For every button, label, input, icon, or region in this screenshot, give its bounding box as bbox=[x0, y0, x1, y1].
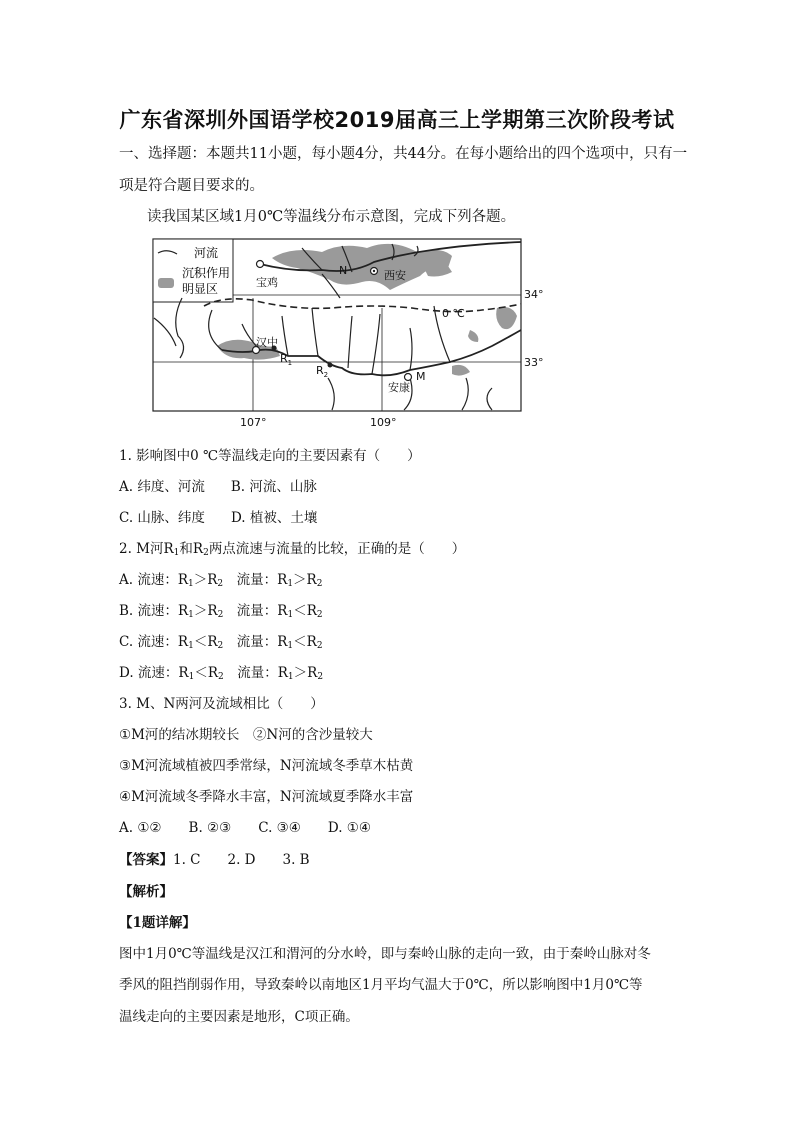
detail-1-label: 【1题详解】 bbox=[119, 915, 196, 931]
q1-option-a[interactable]: A. 纬度、河流 bbox=[119, 479, 205, 495]
label-R2: $R_2$ bbox=[316, 364, 329, 379]
legend-river-label: 河流 bbox=[194, 246, 219, 260]
label-lat-33: 33° bbox=[524, 356, 544, 369]
question-3-statement-1: ①M河的结冰期较长 ②N河的含沙量较大 bbox=[119, 727, 373, 743]
label-M: M bbox=[416, 370, 426, 383]
question-3-options[interactable]: A. ①② B. ②③ C. ③④ D. ①④ bbox=[119, 820, 372, 836]
page-title: 广东省深圳外国语学校2019届高三上学期第三次阶段考试 bbox=[119, 108, 675, 132]
q2-option-c[interactable]: C. 流速：$R_1<R_2$ 流量：$R_1<R_2$ bbox=[119, 634, 323, 651]
answer-label: 【答案】 bbox=[119, 852, 173, 868]
isotherm-0c bbox=[204, 299, 521, 312]
city-ankang bbox=[405, 374, 412, 381]
legend-deposit-label-1: 沉积作用 bbox=[182, 266, 231, 280]
question-1-options-ab bbox=[119, 477, 317, 497]
label-lon-109: 109° bbox=[370, 416, 397, 429]
question-1: 1. 影响图中0 ℃等温线走向的主要因素有（ ） bbox=[119, 448, 421, 464]
label-lon-107: 107° bbox=[240, 416, 267, 429]
label-N: N bbox=[339, 264, 348, 277]
question-3-statement-2: ③M河流域植被四季常绿，N河流域冬季草木枯黄 bbox=[119, 758, 414, 774]
section-intro-line1: 一、选择题：本题共11小题，每小题4分，共44分。在每小题给出的四个选项中，只有一 bbox=[119, 146, 688, 162]
legend-deposit-symbol bbox=[158, 278, 174, 288]
label-R1: $R_1$ bbox=[280, 352, 293, 367]
map-lead-text: 读我国某区域1月0℃等温线分布示意图，完成下列各题。 bbox=[147, 209, 516, 225]
point-R2 bbox=[328, 363, 333, 368]
label-lat-34: 34° bbox=[524, 288, 544, 301]
label-ankang: 安康 bbox=[388, 381, 410, 394]
answer-line bbox=[119, 850, 310, 870]
answer-text: 1. C 2. D 3. B bbox=[173, 852, 310, 868]
q2-option-a[interactable]: A. 流速：$R_1>R_2$ 流量：$R_1>R_2$ bbox=[119, 572, 323, 589]
label-baoji: 宝鸡 bbox=[256, 276, 278, 289]
label-xian: 西安 bbox=[384, 269, 406, 282]
city-baoji bbox=[257, 261, 264, 268]
analysis-label: 【解析】 bbox=[119, 884, 173, 900]
question-1-options-cd bbox=[119, 508, 317, 528]
q1-option-d[interactable]: D. 植被、土壤 bbox=[230, 510, 318, 526]
question-3-statement-3: ④M河流域冬季降水丰富，N河流域夏季降水丰富 bbox=[119, 789, 414, 805]
question-3: 3. M、N两河及流域相比（ ） bbox=[119, 696, 324, 712]
detail-1-para-2: 季风的阻挡削弱作用，导致秦岭以南地区1月平均气温大于0℃，所以影响图中1月0℃等 bbox=[119, 977, 643, 993]
q2-option-d[interactable]: D. 流速：$R_1<R_2$ 流量：$R_1>R_2$ bbox=[119, 665, 324, 682]
isotherm-map bbox=[152, 238, 552, 430]
section-intro-line2: 项是符合题目要求的。 bbox=[119, 178, 264, 194]
legend-deposit-label-2: 明显区 bbox=[182, 282, 219, 296]
detail-1-para-3: 温线走向的主要因素是地形，C项正确。 bbox=[119, 1009, 359, 1025]
q2-option-b[interactable]: B. 流速：$R_1>R_2$ 流量：$R_1<R_2$ bbox=[119, 603, 323, 620]
label-isotherm: 0 ℃ bbox=[442, 307, 465, 320]
detail-1-para-1: 图中1月0℃等温线是汉江和渭河的分水岭，即与秦岭山脉的走向一致，由于秦岭山脉对冬 bbox=[119, 946, 651, 962]
label-hanzhong: 汉中 bbox=[256, 336, 278, 349]
question-2: 2. M河$R_1$和$R_2$两点流速与流量的比较，正确的是（ ） bbox=[119, 541, 466, 558]
q1-option-c[interactable]: C. 山脉、纬度 bbox=[119, 510, 205, 526]
q1-option-b[interactable]: B. 河流、山脉 bbox=[230, 479, 317, 495]
